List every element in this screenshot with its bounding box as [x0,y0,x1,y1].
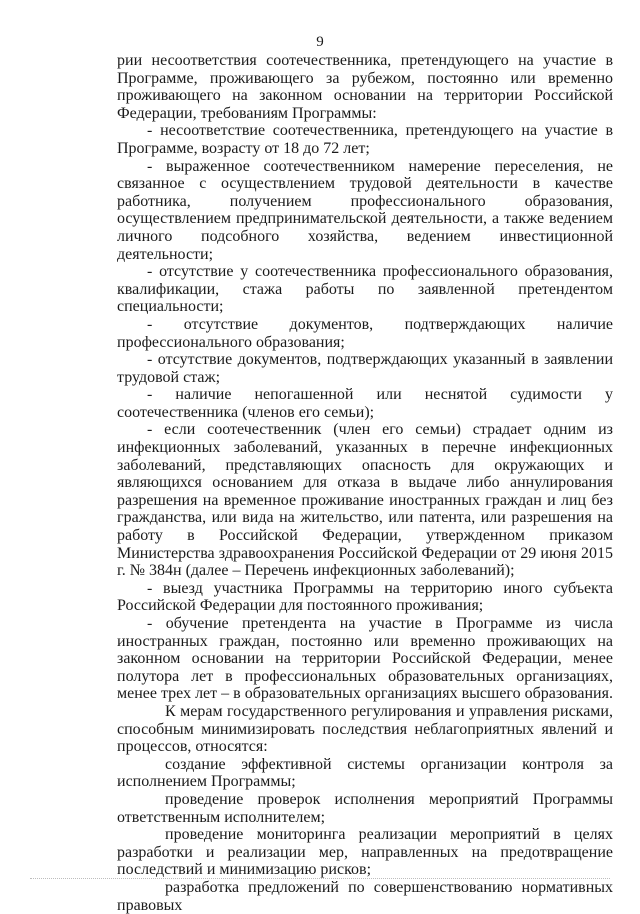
paragraph: - отсутствие документов, подтверждающих наличие профессионального образования; [117,315,613,351]
paragraph: проведение мониторинга реализации мероприятий в целях разработки и реализации мер, направленных на предотвращение последствий и минимизацию рисков; [117,826,613,879]
paragraph: рии несоответствия соотечественника, претендующего на участие в Программе, проживающего за рубежом, постоянно или временно проживающего на законном основании на территории Российской Федерации, требованиям Программы: [117,52,613,122]
paragraph: - обучение претендента на участие в Программе из числа иностранных граждан, постоянно или временно проживающих на законном основании на территории Российской Федерации, менее полутора лет в профессиональных образовательных организациях, менее трех лет – в образовательных организациях высшего образования. [117,615,613,703]
paragraph: - отсутствие у соотечественника профессионального образования, квалификации, стажа работы по заявленной претендентом специальности; [117,263,613,316]
paragraph: - выраженное соотечественником намерение переселения, не связанное с осуществлением трудовой деятельности в качестве работника, получением профессионального образования, осуществлением предпринимательской деятельности, а также ведением личного подсобного хозяйства, ведением инвестиционной деятельности; [117,157,613,263]
paragraph: создание эффективной системы организации контроля за исполнением Программы; [117,755,613,791]
paragraph: К мерам государственного регулирования и управления рисками, способным минимизировать последствия неблагоприятных явлений и процессов, относятся: [117,702,613,756]
bottom-dotted-line [30,878,610,879]
paragraph: разработка предложений по совершенствованию нормативных правовых [117,878,613,914]
paragraph: - выезд участника Программы на территорию иного субъекта Российской Федерации для постоянного проживания; [117,579,613,615]
paragraph: проведение проверок исполнения мероприятий Программы ответственным исполнителем; [117,790,613,826]
paragraph: - отсутствие документов, подтверждающих указанный в заявлении трудовой стаж; [117,351,613,386]
paragraph: - наличие непогашенной или неснятой судимости у соотечественника (членов его семьи); [117,386,613,421]
document-body [117,52,613,914]
paragraph: - несоответствие соотечественника, претендующего на участие в Программе, возрасту от 18 до 72 лет; [117,122,613,157]
page-number: 9 [316,34,324,50]
paragraph: - если соотечественник (член его семьи) страдает одним из инфекционных заболеваний, указанных в перечне инфекционных заболеваний, представляющих опасность для окружающих и являющихся основанием для отказа в выдаче либо аннулирования разрешения на временное проживание иностранных граждан и лиц без гражданства, или вида на жительство, или патента, или разрешения на работу в Российской Федерации, утвержденном приказом Министерства здравоохранения Российской Федерации от 29 июня 2015 г. № 384н (далее – Перечень инфекционных заболеваний); [117,421,613,580]
